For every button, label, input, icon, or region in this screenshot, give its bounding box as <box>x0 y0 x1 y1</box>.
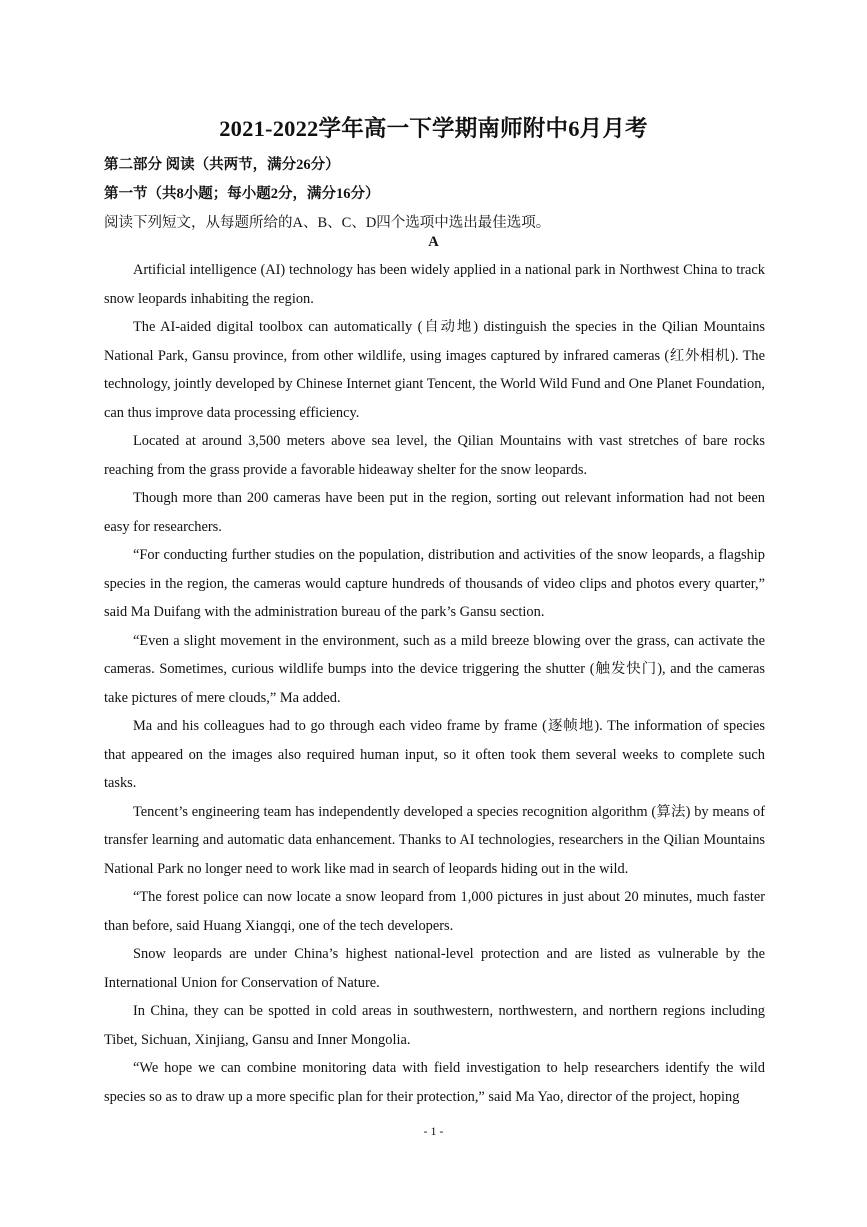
paragraph: The AI-aided digital toolbox can automatically (自动地) distinguish the species in the Qilian Mountains National Park, Gansu province, from other wildlife, using images captured by infrared cameras (红外相机). The technology, jointly developed by Chinese Internet giant Tencent, the World Wild Fund and One Planet Foundation, can thus improve data processing efficiency. <box>104 319 765 421</box>
passage-letter: A <box>428 234 439 250</box>
paragraph: Snow leopards are under China’s highest national-level protection and are listed as vulnerable by the International Union for Conservation of Nature. <box>104 946 765 991</box>
page-number: - 1 - <box>423 1124 444 1138</box>
paragraph: Located at around 3,500 meters above sea level, the Qilian Mountains with vast stretches of bare rocks reaching from the grass provide a favorable hideaway shelter for the snow leopards. <box>104 433 765 478</box>
passage-body <box>104 256 765 1111</box>
part-heading: 第二部分 阅读（共两节，满分26分） <box>104 157 340 173</box>
paragraph: “We hope we can combine monitoring data with field investigation to help researchers identify the wild species so as to draw up a more specific plan for their protection,” said Ma Yao, director of the project, hoping <box>104 1060 765 1105</box>
paragraph: In China, they can be spotted in cold areas in southwestern, northwestern, and northern regions including Tibet, Sichuan, Xinjiang, Gansu and Inner Mongolia. <box>104 1003 765 1048</box>
paragraph: Though more than 200 cameras have been put in the region, sorting out relevant information had not been easy for researchers. <box>104 490 765 535</box>
paragraph: Ma and his colleagues had to go through each video frame by frame (逐帧地). The information of species that appeared on the images also required human input, so it often took them several weeks to complete such tasks. <box>104 718 765 791</box>
paragraph: Artificial intelligence (AI) technology has been widely applied in a national park in Northwest China to track snow leopards inhabiting the region. <box>104 262 765 307</box>
document-title: 2021-2022学年高一下学期南师附中6月月考 <box>219 116 648 141</box>
section-heading: 第一节（共8小题；每小题2分，满分16分） <box>104 186 380 202</box>
paragraph: “Even a slight movement in the environment, such as a mild breeze blowing over the grass, can activate the cameras. Sometimes, curious wildlife bumps into the device triggering the shutter (触发快门), and the cameras take pictures of mere clouds,” Ma added. <box>104 632 765 706</box>
paragraph: “The forest police can now locate a snow leopard from 1,000 pictures in just about 20 minutes, much faster than before, said Huang Xiangqi, one of the tech developers. <box>104 889 765 934</box>
paragraph: Tencent’s engineering team has independently developed a species recognition algorithm (算法) by means of transfer learning and automatic data enhancement. Thanks to AI technologies, researchers in the Qilian Mountains National Park no longer need to work like mad in search of leopards hiding out in the wild. <box>104 803 765 877</box>
paragraph: “For conducting further studies on the population, distribution and activities of the snow leopards, a flagship species in the region, the cameras would capture hundreds of thousands of video clips and photos every quarter,” said Ma Duifang with the administration bureau of the park’s Gansu section. <box>104 547 765 620</box>
instruction-text: 阅读下列短文，从每题所给的A、B、C、D四个选项中选出最佳选项。 <box>104 215 551 231</box>
